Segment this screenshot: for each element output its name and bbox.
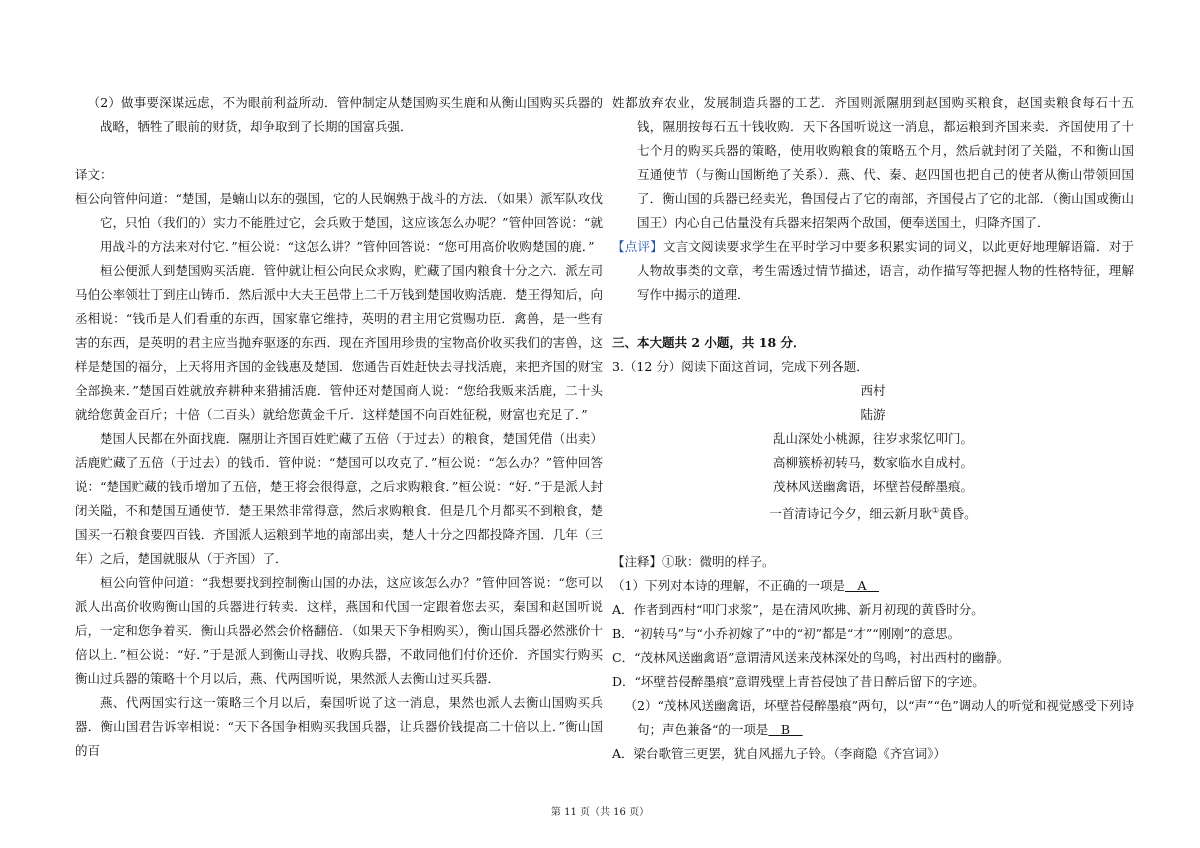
poem-line: 茂林风送幽禽语，坏壁苔侵醉墨痕。 (772, 479, 973, 494)
poem-line: 乱山深处小桃源，往岁求浆忆叩门。 (772, 431, 973, 446)
translation-paragraph-4: 桓公向管仲问道：“我想要找到控制衡山国的办法，这应该怎么办？”管仲回答说：“您可以派人出高价收购衡山国的兵器进行转卖．这样，燕国和代国一定跟着您去买，秦国和赵国听说后，一定和您争着买．衡山兵器必然会价格翻倍．（如果天下争相购买），衡山国兵器必然涨价十倍以上．”桓公说：“好．”于是派人到衡山寻找、收购兵器，不敢同他们付价还价．齐国实行购买衡山过兵器的策略十个月以后，燕、代两国听说，果然派人去衡山过买兵器． (75, 575, 603, 686)
translation-paragraph-2: 桓公便派人到楚国购买活鹿．管仲就让桓公向民众求购，贮藏了国内粮食十分之六．派左司马伯公率领壮丁到庄山铸币．然后派中大夫王邑带上二千万钱到楚国收购活鹿．楚王得知后，向丞相说：“钱币是人们看重的东西，国家靠它维持，英明的君主用它赏赐功臣．禽兽，是一些有害的东西，是英明的君主应当抛弃驱逐的东西．现在齐国用珍贵的宝物高价收买我们的害兽，这样是楚国的福分，上天将用齐国的金钱惠及楚国．您通告百姓赶快去寻找活鹿，来把齐国的财宝全部换来．”楚国百姓就放弃耕种来猎捕活鹿．管仲还对楚国商人说：“您给我贩来活鹿，二十头就给您黄金百斤；十倍（二百头）就给您黄金千斤．这样楚国不向百姓征税，财富也充足了．” (75, 263, 603, 422)
commentary-text: 文言文阅读要求学生在平时学习中要多积累实词的词义，以此更好地理解语篇．对于人物故事类的文章，考生需透过情节描述，语言，动作描写等把握人物的性格特征，理解写作中揭示的道理． (637, 239, 1134, 302)
translation-paragraph-3: 楚国人民都在外面找鹿．隰朋让齐国百姓贮藏了五倍（于过去）的粮食，楚国凭借（出卖）活鹿贮藏了五倍（于过去）的钱币．管仲说：“楚国可以攻克了．”桓公说：“怎么办？”管仲回答说：“楚国贮藏的钱币增加了五倍，楚王将会很得意，之后求购粮食．”桓公说：“好．”于是派人封闭关隘，不和楚国互通使节．楚王果然非常得意，然后求购粮食．但是几个月都买不到粮食，楚国买一石粮食要四百钱．齐国派人运粮到芊地的南部出卖，楚人十分之四都投降齐国．几年（三年）之后，楚国就服从（于齐国）了． (75, 431, 603, 566)
option-c: C．“茂林风送幽禽语”意谓清风送来茂林深处的鸟鸣，衬出西村的幽静。 (612, 650, 1010, 666)
sub-question-2-option-a: A．梁台歌管三更罢，犹自风摇九子铃。（李商隐《齐宫词》） (612, 746, 947, 762)
poem-title: 西村 (860, 383, 886, 398)
answer-blank: B (768, 722, 803, 738)
poem-line: 一首清诗记今夕，细云新月耿①黄昏。 (769, 506, 977, 522)
section-heading: 三、本大题共 2 小题，共 18 分． (612, 335, 806, 350)
left-column (75, 91, 603, 763)
commentary-tag: 【点评】 (612, 239, 663, 254)
poem-line: 高柳簇桥初转马，数家临水自成村。 (772, 455, 973, 470)
question-3-stem: 3.（12 分）阅读下面这首词，完成下列各题． (612, 359, 869, 374)
annotation-note: 【注释】①耿：微明的样子。 (612, 554, 775, 570)
right-column (612, 91, 1134, 766)
sub-question-1: （1）下列对本诗的理解，不正确的一项是 A (612, 578, 879, 594)
translation-continuation: 姓都放弃农业，发展制造兵器的工艺．齐国则派隰朋到赵国购买粮食，赵国卖粮食每石十五钱，隰朋按每石五十钱收购．天下各国听说这一消息，都运粮到齐国来卖．齐国使用了十七个月的购买兵器的策略，使用收购粮食的策略五个月，然后就封闭了关隘，不和衡山国互通使节（与衡山国断绝了关系）．燕、代、秦、赵四国也把自己的使者从衡山带领回国了．衡山国的兵器已经卖光，鲁国侵占了它的南部，齐国侵占了它的北部．（衡山国或衡山国王）内心自己估量没有兵器来招架两个敌国，便奉送国土，归降齐国了． (612, 95, 1134, 230)
option-b: B．“初转马”与“小乔初嫁了”中的“初”都是“才”“刚刚”的意思。 (612, 626, 961, 642)
translation-paragraph-5: 燕、代两国实行这一策略三个月以后，秦国听说了这一消息，果然也派人去衡山国购买兵器．衡山国君告诉宰相说：“天下各国争相购买我国兵器，让兵器价钱提高二十倍以上．”衡山国的百 (75, 695, 603, 758)
commentary-paragraph (612, 235, 1134, 307)
answer-point-2: （2）做事要深谋远虑，不为眼前利益所动．管仲制定从楚国购买生鹿和从衡山国购买兵器的战略，牺牲了眼前的财货，却争取到了长期的国富兵强． (87, 95, 603, 134)
answer-blank: A (844, 578, 879, 594)
page-footer: 第 11 页（共 16 页） (550, 807, 650, 818)
option-a: A．作者到西村“叩门求浆”，是在清风吹拂、新月初现的黄昏时分。 (612, 602, 984, 618)
sub-question-2: （2）“茂林风送幽禽语，坏壁苔侵醉墨痕”两句，以“声”“色”调动人的听觉和视觉感受下列诗句；声色兼备“的一项是 B (624, 698, 1134, 738)
poem-author: 陆游 (860, 407, 886, 422)
option-d: D．“坏壁苔侵醉墨痕”意谓残壁上青苔侵蚀了昔日醉后留下的字迹。 (612, 674, 985, 690)
translation-paragraph-1: 桓公向管仲问道：“楚国，是蝻山以东的强国，它的人民娴熟于战斗的方法．（如果）派军队攻伐它，只怕（我们的）实力不能胜过它，会兵败于楚国，这应该怎么办呢？”管仲回答说：“就用战斗的方法来对付它．”桓公说：“这怎么讲？”管仲回答说：“您可用高价收购楚国的鹿．” (75, 191, 603, 254)
translation-label: 译文： (75, 167, 113, 182)
